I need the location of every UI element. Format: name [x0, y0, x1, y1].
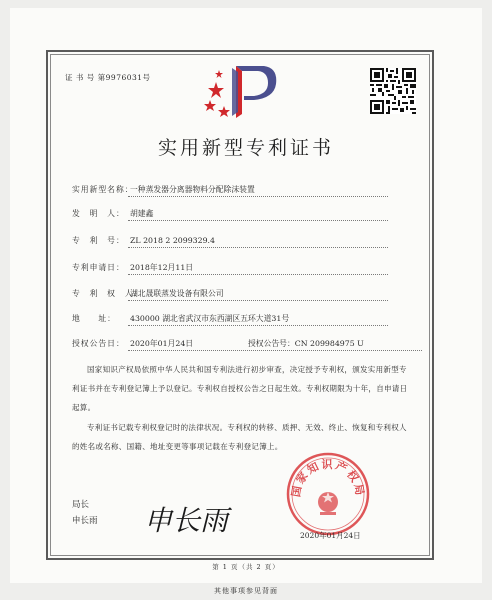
- certificate-border-inner: [50, 54, 430, 556]
- qr-code: [370, 68, 416, 114]
- field-label: 地 址：: [72, 314, 116, 323]
- field-value: 430000 湖北省武汉市东西湖区五环大道31号: [130, 314, 290, 323]
- field-inventor: [72, 208, 153, 219]
- dotted-rule: [128, 325, 388, 326]
- dotted-rule: [128, 220, 388, 221]
- field-label: 专 利 权 人：: [72, 289, 143, 298]
- signature-script: 申长雨: [144, 504, 229, 537]
- seal-ring-text: 国家知识产权局: [289, 458, 367, 499]
- field-label: 授权公告日：: [72, 339, 125, 348]
- field-value: 一种蒸发器分离器物料分配除沫装置: [130, 185, 255, 194]
- page-number: 第 1 页（共 2 页）: [212, 563, 280, 571]
- footnote: 其他事项参见背面: [214, 587, 278, 595]
- certificate-title: 实用新型专利证书: [157, 137, 334, 159]
- field-value: CN 209984975 U: [294, 339, 364, 348]
- field-application-date: [72, 262, 193, 273]
- seal-date: 2020年01月24日: [300, 531, 361, 540]
- field-label: 实用新型名称：: [72, 185, 134, 194]
- field-label: 专利申请日：: [72, 263, 125, 272]
- field-value: ZL 2018 2 2099329.4: [130, 236, 215, 245]
- patent-emblem-icon: [202, 62, 282, 122]
- dotted-rule: [128, 274, 388, 275]
- director-name: 申长雨: [72, 516, 98, 526]
- field-announcement: [72, 338, 364, 349]
- field-label: 发 明 人：: [72, 209, 125, 218]
- body-paragraph-1: 国家知识产权局依照中华人民共和国专利法进行初步审查，决定授予专利权，颁发实用新型专利证书并在专利登记簿上予以登记。专利权自授权公告之日起生效。专利权期限为十年，自申请日起算。: [72, 365, 408, 412]
- field-label: 专 利 号：: [72, 236, 125, 245]
- field-label: 授权公告号：: [248, 339, 295, 348]
- field-address: [72, 313, 289, 324]
- handwritten-signature: [140, 500, 250, 540]
- dotted-rule: [128, 350, 422, 351]
- certificate-number: 证 书 号 第9976031号: [65, 73, 151, 82]
- field-value: 湖北晟联蒸发设备有限公司: [130, 289, 224, 298]
- field-value: 2020年01月24日: [130, 339, 194, 348]
- dotted-rule: [128, 247, 388, 248]
- body-paragraph-2: 专利证书记载专利权登记时的法律状况。专利权的转移、质押、无效、终止、恢复和专利权人的姓名或名称、国籍、地址变更等事项记载在专利登记簿上。: [72, 423, 407, 451]
- official-seal-icon: [286, 452, 370, 536]
- field-utility-model-name: [72, 184, 255, 195]
- field-value: 胡建鑫: [130, 209, 154, 218]
- field-value: 2018年12月11日: [130, 263, 194, 272]
- dotted-rule: [128, 196, 388, 197]
- field-patentee: [72, 288, 224, 299]
- dotted-rule: [128, 300, 388, 301]
- field-patent-number: [72, 235, 215, 246]
- director-title: 局长: [72, 500, 90, 510]
